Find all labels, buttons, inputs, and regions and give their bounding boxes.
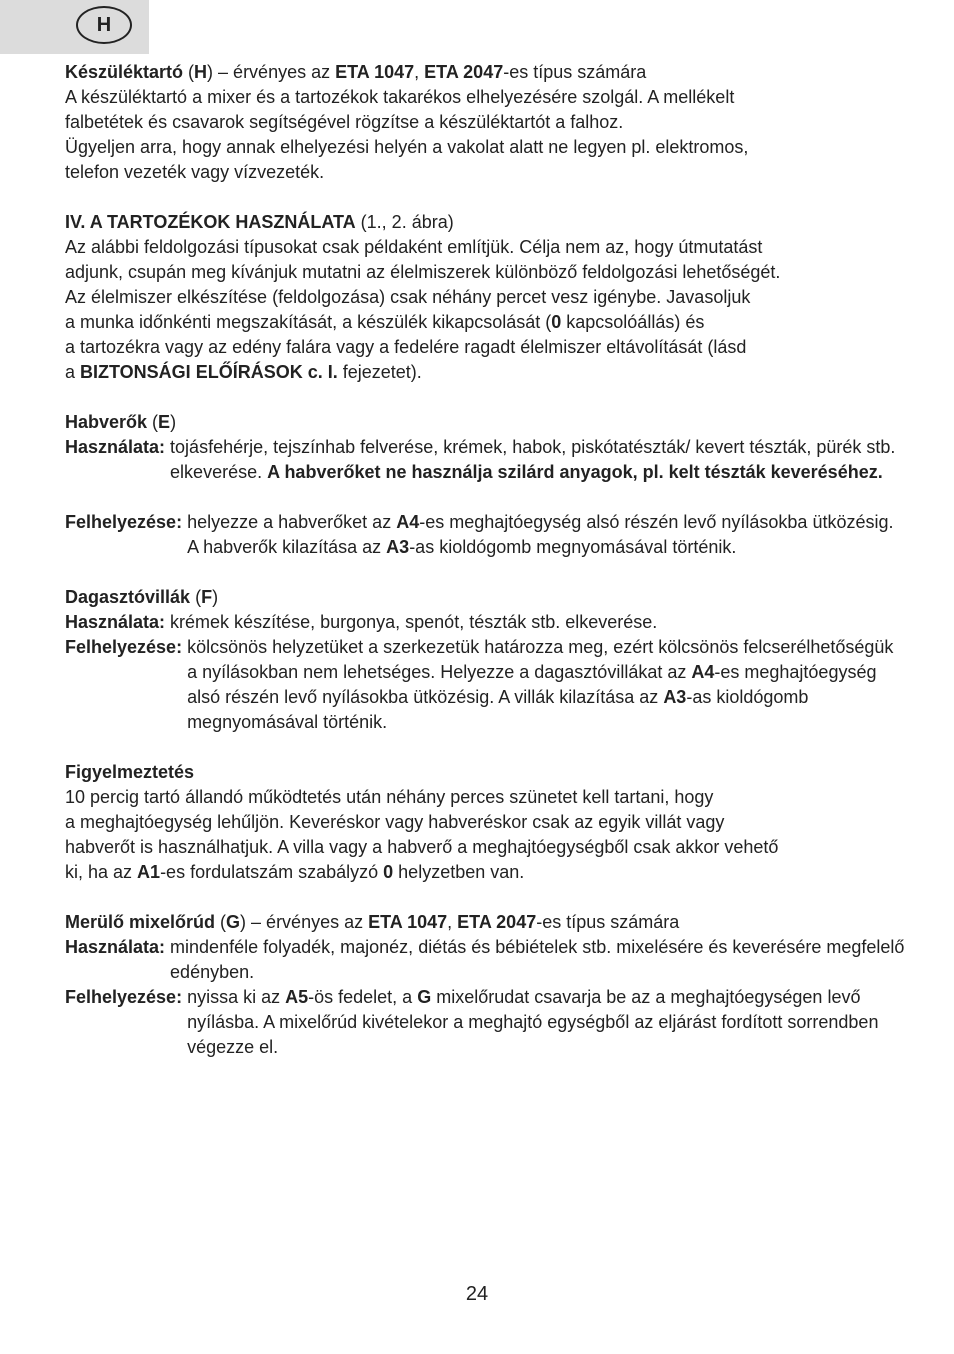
accessories-line: Az élelmiszer elkészítése (feldolgozása) csak néhány percet vesz igénybe. Javasoljuk — [65, 287, 751, 307]
whisks-heading: Habverők (E) — [65, 412, 177, 432]
whisks-mount: Felhelyezése: helyezze a habverőket az A4-es meghajtóegység alsó részén levő nyílásokba ütközésig. A habverők kilazítása az A3-as kioldógomb megnyomásával történik. — [65, 512, 894, 557]
holder-section — [65, 60, 905, 185]
accessories-title: IV. A TARTOZÉKOK HASZNÁLATA — [65, 212, 356, 232]
language-tab — [0, 0, 149, 54]
whisks-section — [65, 410, 905, 485]
holder-line: Ügyeljen arra, hogy annak elhelyezési helyén a vakolat alatt ne legyen pl. elektromos, — [65, 137, 749, 157]
whisks-mount-section — [65, 510, 905, 560]
accessories-line: a tartozékra vagy az edény falára vagy a fedelére ragadt élelmiszer eltávolítását (lásd — [65, 337, 747, 357]
hooks-usage: Használata: krémek készítése, burgonya, spenót, tészták stb. elkeverése. — [65, 612, 658, 632]
blender-usage: Használata: mindenféle folyadék, majonéz, diétás és bébiételek stb. mixelésére és keverésére megfelelő edényben. — [65, 937, 905, 982]
safety-chapter-ref: BIZTONSÁGI ELŐÍRÁSOK c. I. — [80, 362, 338, 382]
accessories-line: a BIZTONSÁGI ELŐÍRÁSOK c. I. fejezetet). — [65, 362, 422, 382]
holder-letter: H — [194, 62, 208, 82]
holder-line: A készüléktartó a mixer és a tartozékok takarékos elhelyezésére szolgál. A mellékelt — [65, 87, 735, 107]
manual-content — [65, 60, 905, 1085]
holder-line: telefon vezeték vagy vízvezeték. — [65, 162, 325, 182]
accessories-heading: IV. A TARTOZÉKOK HASZNÁLATA (1., 2. ábra) — [65, 212, 454, 232]
language-badge: H — [76, 6, 132, 44]
warning-line: habverőt is használhatjuk. A villa vagy a habverő a meghajtóegységből csak akkor vehető — [65, 837, 779, 857]
accessories-line: adjunk, csupán meg kívánjuk mutatni az élelmiszerek különböző feldolgozási lehetőségét. — [65, 262, 781, 282]
accessories-section — [65, 210, 905, 385]
warning-line: 10 percig tartó állandó működtetés után néhány perces szünetet kell tartani, hogy — [65, 787, 714, 807]
blender-heading: Merülő mixelőrúd (G) – érvényes az ETA 1047, ETA 2047-es típus számára — [65, 912, 680, 932]
warning-line: ki, ha az A1-es fordulatszám szabályzó 0 helyzetben van. — [65, 862, 525, 882]
page-number: 24 — [465, 1283, 489, 1305]
accessories-line: Az alábbi feldolgozási típusokat csak példaként említjük. Célja nem az, hogy útmutatást — [65, 237, 763, 257]
holder-title: Készüléktartó — [65, 62, 184, 82]
hooks-section — [65, 585, 905, 735]
holder-heading: Készüléktartó (H) – érvényes az ETA 1047, ETA 2047-es típus számára — [65, 62, 647, 82]
warning-section — [65, 760, 905, 885]
model-1: ETA 1047 — [335, 62, 415, 82]
blender-mount: Felhelyezése: nyissa ki az A5-ös fedelet, a G mixelőrudat csavarja be az a meghajtóegységen levő nyílásba. A mixelőrúd kivételekor a meghajtó egységből az eljárást fordított sorrendben végezze el. — [65, 987, 879, 1057]
blender-section — [65, 910, 905, 1060]
warning-heading: Figyelmeztetés — [65, 762, 195, 782]
whisks-usage: Használata: tojásfehérje, tejszínhab felverése, krémek, habok, piskótatészták/ kevert tészták, pürék stb. elkeverése. A habverőket ne használja szilárd anyagok, pl. kelt tészták keveréséhez. — [65, 437, 896, 482]
hooks-mount: Felhelyezése: kölcsönös helyzetüket a szerkezetük határozza meg, ezért kölcsönös felcserélhetőségük a nyílásokban nem lehetséges. Helyezze a dagasztóvillákat az A4-es meghajtóegység alsó részén levő nyílásokba ütközésig. A villák kilazítása az A3-as kioldógomb megnyomásával történik. — [65, 637, 894, 732]
accessories-line: a munka időnkénti megszakítását, a készülék kikapcsolását (0 kapcsolóállás) és — [65, 312, 705, 332]
hooks-heading: Dagasztóvillák (F) — [65, 587, 219, 607]
model-2: ETA 2047 — [424, 62, 504, 82]
warning-line: a meghajtóegység lehűljön. Keveréskor vagy habveréskor csak az egyik villát vagy — [65, 812, 725, 832]
whisks-warning: A habverőket ne használja szilárd anyagok, pl. kelt tészták keveréséhez. — [267, 462, 883, 482]
holder-line: falbetétek és csavarok segítségével rögzítse a készüléktartót a falhoz. — [65, 112, 624, 132]
